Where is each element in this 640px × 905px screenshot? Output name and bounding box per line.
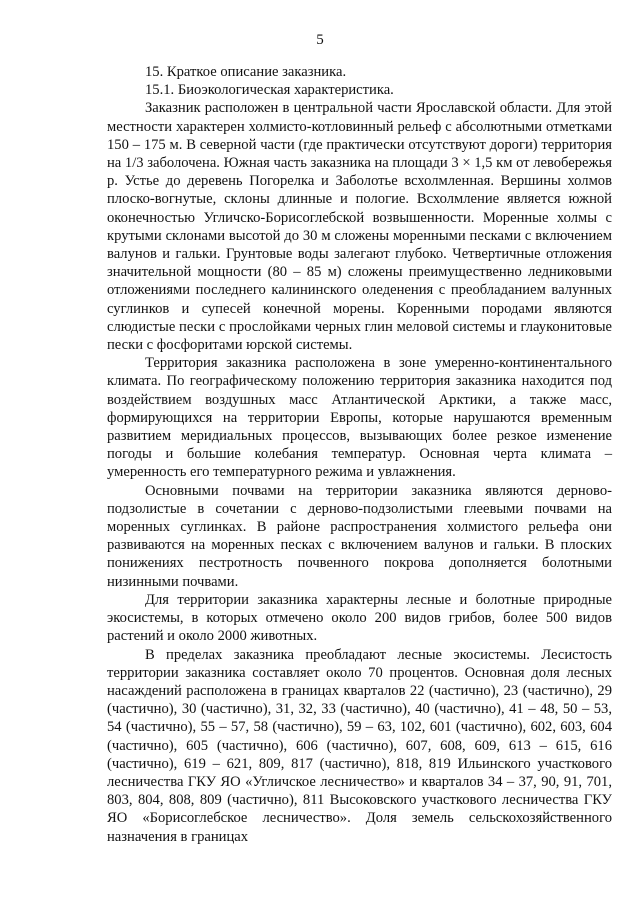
paragraph-ecosystems: Для территории заказника характерны лесные и болотные природные экосистемы, в которых отмечено около 200 видов грибов, более 500 видов растений и около 2000 животных.: [107, 591, 612, 645]
paragraph-climate: Территория заказника расположена в зоне умеренно-континентального климата. По географическому положению территория заказника находится под воздействием воздушных масс Атлантической Арктики, а также масс, формирующихся на территории Европы, которые нарушаются временным развитием меридиальных процессов, вызывающих более резкое изменение погоды и большие колебания температур. Основная черта климата – умеренность его температурного режима и увлажнения.: [107, 355, 612, 481]
paragraph-forests: В пределах заказника преобладают лесные экосистемы. Лесистость территории заказника составляет около 70 процентов. Основная доля лесных насаждений расположена в границах кварталов 22 (частично), 23 (частично), 29 (частично), 30 (частично), 31, 32, 33 (частично), 40 (частично), 41 – 48, 50 – 53, 54 (частично), 55 – 57, 58 (частично), 59 – 63, 102, 601 (частично), 602, 603, 604 (частично), 605 (частично), 606 (частично), 607, 608, 609, 613 – 615, 616 (частично), 619 – 621, 809, 817 (частично), 818, 819 Ильинского участкового лесничества ГКУ ЯО «Угличское лесничество» и кварталов 34 – 37, 90, 91, 701, 803, 804, 808, 809 (частично), 811 Высоковского участкового лесничества ГКУ ЯО «Борисоглебское лесничество». Доля земель сельскохозяйственного назначения в границах: [107, 646, 612, 845]
page-number: 5: [316, 32, 324, 48]
page-body: [107, 63, 612, 846]
paragraph-soils: Основными почвами на территории заказника являются дерново-подзолистые в сочетании с дерново-подзолистыми глеевыми почвами на моренных суглинках. В районе распространения холмистого рельефа они развиваются на моренных песках с включением валунов и гальки. В плоских понижениях пестротность почвенного покрова дополняется болотными низинными почвами.: [107, 482, 612, 590]
section-title: 15. Краткое описание заказника.: [145, 64, 347, 80]
paragraph-relief: Заказник расположен в центральной части Ярославской области. Для этой местности характерен холмисто-котловинный рельеф с абсолютными отметками 150 – 175 м. В северной части (где практически отсутствуют дороги) территория на 1/3 заболочена. Южная часть заказника на площади 3 × 1,5 км от левобережья р. Устье до деревень Погорелка и Заболотье всхолмленная. Вершины холмов плоско-вогнутые, склоны длинные и пологие. Всхолмление является южной оконечностью Угличско-Борисоглебской возвышенности. Моренные холмы с крутыми склонами высотой до 30 м сложены моренными песками с включением валунов и гальки. Грунтовые воды залегают глубоко. Четвертичные отложения значительной мощности (80 – 85 м) сложены преимущественно ледниковыми отложениями последнего калининского оледенения с преобладанием валунных суглинков и супесей конечной морены. Коренными породами являются слюдистые пески с прослойками черных глин меловой системы и глауконитовые пески с фосфоритами юрской системы.: [107, 100, 612, 354]
subsection-title: 15.1. Биоэкологическая характеристика.: [145, 82, 394, 99]
